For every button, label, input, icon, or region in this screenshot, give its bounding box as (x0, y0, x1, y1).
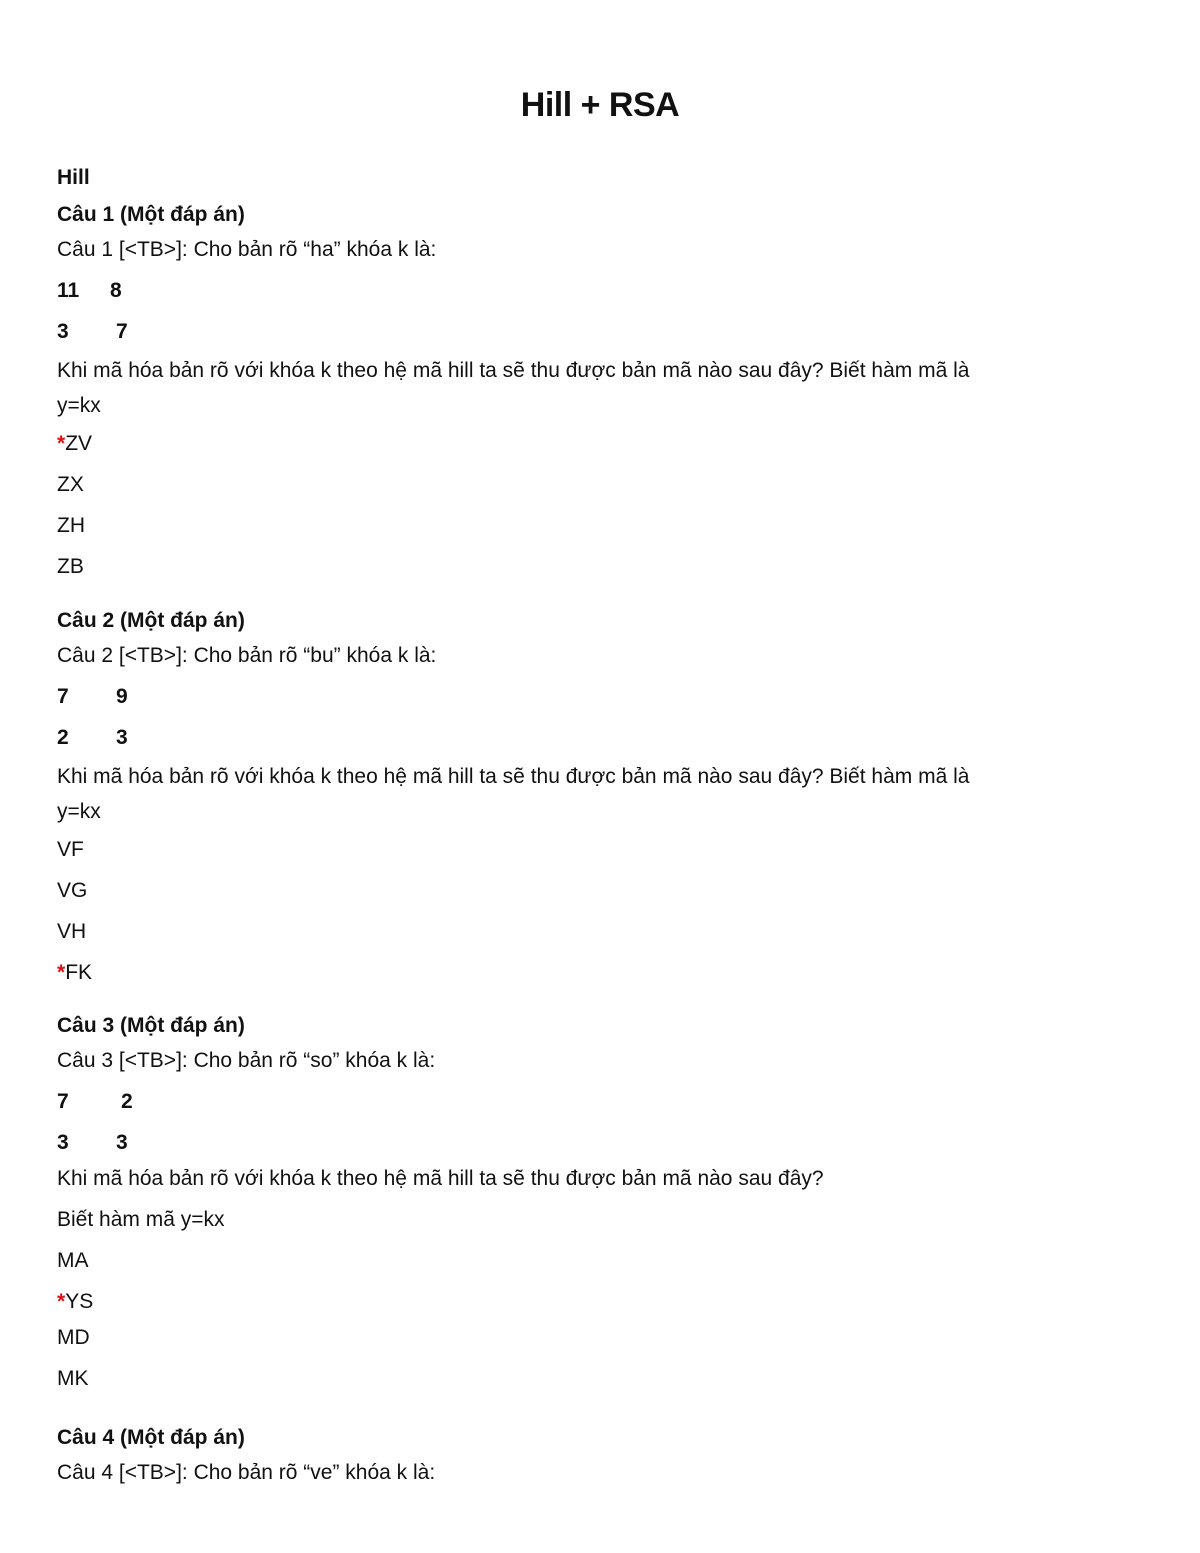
question-body-line: Biết hàm mã y=kx (57, 1208, 225, 1231)
answer-option-text: ZB (57, 555, 84, 578)
answer-option-text: VH (57, 920, 87, 943)
question-body-line: Khi mã hóa bản rõ với khóa k theo hệ mã hill ta sẽ thu được bản mã nào sau đây? Biết hàm mã là (57, 359, 970, 382)
answer-option[interactable] (57, 1281, 1147, 1322)
key-matrix-row (57, 306, 1147, 347)
matrix-cell: 8 (110, 279, 122, 302)
matrix-cell: 7 (57, 1090, 69, 1113)
matrix-cell: 2 (121, 1090, 133, 1113)
answer-option-text: MD (57, 1326, 90, 1349)
key-matrix-row (57, 671, 1147, 712)
matrix-cell: 3 (57, 320, 69, 343)
answer-option[interactable] (57, 464, 1147, 505)
matrix-cell: 7 (57, 685, 69, 708)
answer-option-text: MA (57, 1249, 89, 1272)
answer-option[interactable] (57, 1358, 1147, 1399)
question-body-line: Khi mã hóa bản rõ với khóa k theo hệ mã hill ta sẽ thu được bản mã nào sau đây? Biết hàm mã là (57, 765, 970, 788)
question-prompt: Câu 1 [<TB>]: Cho bản rõ “ha” khóa k là: (57, 238, 437, 261)
answer-option[interactable] (57, 505, 1147, 546)
section-heading-hill: Hill (57, 166, 90, 189)
matrix-cell: 9 (116, 685, 128, 708)
correct-answer-marker: * (57, 432, 66, 455)
question-heading: Câu 1 (Một đáp án) (57, 203, 245, 226)
matrix-cell: 3 (116, 726, 128, 749)
question-body (57, 1158, 1147, 1240)
answer-option-text: VF (57, 838, 84, 861)
answer-option[interactable] (57, 829, 1147, 870)
question-prompt: Câu 2 [<TB>]: Cho bản rõ “bu” khóa k là: (57, 644, 437, 667)
correct-answer-marker: * (57, 1290, 66, 1313)
answer-option[interactable] (57, 870, 1147, 911)
answer-option-text: MK (57, 1367, 89, 1390)
matrix-cell: 3 (57, 1131, 69, 1154)
question-heading: Câu 4 (Một đáp án) (57, 1426, 245, 1449)
key-matrix-row (57, 1117, 1147, 1158)
answer-option[interactable] (57, 1322, 1147, 1358)
key-matrix-row (57, 265, 1147, 306)
question-1 (57, 200, 1147, 587)
question-body (57, 753, 1147, 829)
answer-option-text: VG (57, 879, 88, 902)
correct-answer-marker: * (57, 961, 66, 984)
matrix-cell: 11 (57, 279, 80, 302)
question-prompt: Câu 3 [<TB>]: Cho bản rõ “so” khóa k là: (57, 1049, 436, 1072)
answer-option-text: ZX (57, 473, 84, 496)
answer-option-text: YS (65, 1290, 94, 1313)
answer-option-text: FK (65, 961, 93, 984)
matrix-cell: 2 (57, 726, 69, 749)
question-body-line: Khi mã hóa bản rõ với khóa k theo hệ mã hill ta sẽ thu được bản mã nào sau đây? (57, 1167, 824, 1190)
answer-option[interactable] (57, 423, 1147, 464)
question-heading: Câu 3 (Một đáp án) (57, 1014, 245, 1037)
question-body (57, 347, 1147, 423)
question-3 (57, 1011, 1147, 1399)
answer-option-text: ZH (57, 514, 85, 537)
key-matrix-row (57, 712, 1147, 753)
question-prompt: Câu 4 [<TB>]: Cho bản rõ “ve” khóa k là: (57, 1461, 436, 1484)
question-4 (57, 1423, 1147, 1488)
answer-option[interactable] (57, 911, 1147, 952)
question-body-line: y=kx (57, 800, 101, 823)
key-matrix-row (57, 1076, 1147, 1117)
question-body-line: y=kx (57, 394, 101, 417)
matrix-cell: 3 (116, 1131, 128, 1154)
document-title: Hill + RSA (520, 86, 680, 124)
answer-option[interactable] (57, 546, 1147, 587)
question-heading: Câu 2 (Một đáp án) (57, 609, 245, 632)
question-2 (57, 606, 1147, 993)
matrix-cell: 7 (116, 320, 128, 343)
answer-option[interactable] (57, 952, 1147, 993)
answer-option[interactable] (57, 1240, 1147, 1281)
answer-option-text: ZV (65, 432, 93, 455)
